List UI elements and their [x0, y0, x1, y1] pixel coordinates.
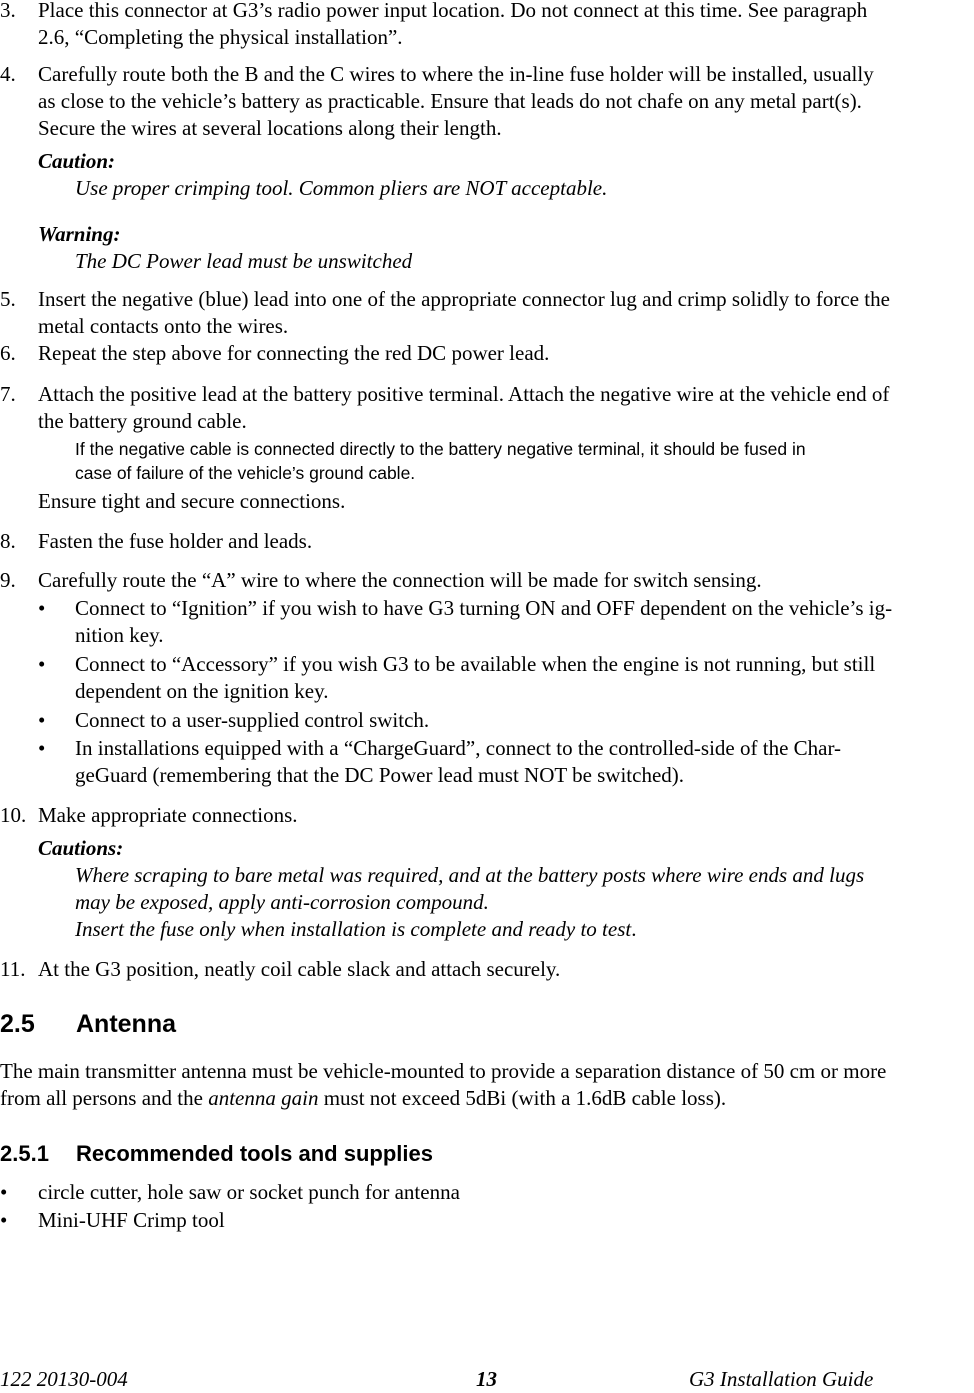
list-item-line: Connect to a user-supplied control switch. [75, 708, 430, 732]
list-item-line: Connect to “Ignition” if you wish to have G3 turning ON and OFF dependent on the vehicle’s ig- [75, 596, 893, 620]
step-number: 5. [0, 287, 16, 311]
list-item-line: Connect to “Accessory” if you wish G3 to be available when the engine is not running, but still [75, 652, 876, 676]
step-text-line: Attach the positive lead at the battery positive terminal. Attach the negative wire at the vehicle end of [38, 382, 890, 406]
step-note-line: case of failure of the vehicle’s ground cable. [75, 463, 416, 483]
paragraph-line: The main transmitter antenna must be vehicle-mounted to provide a separation distance of 50 cm or more [0, 1059, 887, 1083]
cautions-line: Where scraping to bare metal was required, and at the battery posts where wire ends and lugs [75, 863, 865, 887]
step-text-line: At the G3 position, neatly coil cable slack and attach securely. [38, 957, 561, 981]
warning-text: The DC Power lead must be unswitched [75, 249, 413, 273]
caution-text: Use proper crimping tool. Common pliers are NOT acceptable. [75, 176, 608, 200]
step-number: 10. [0, 803, 27, 827]
step-number: 3. [0, 0, 16, 22]
warning-title: Warning: [38, 222, 121, 246]
list-item-line: dependent on the ignition key. [75, 679, 329, 703]
step-text-line: Place this connector at G3’s radio power input location. Do not connect at this time. See paragraph [38, 0, 868, 22]
bullet-icon: • [0, 1208, 8, 1232]
step-text-line: Repeat the step above for connecting the red DC power lead. [38, 341, 550, 365]
bullet-icon: • [38, 708, 46, 732]
bullet-icon: • [0, 1180, 8, 1204]
step-text-line: Ensure tight and secure connections. [38, 489, 346, 513]
step-text-line: Fasten the fuse holder and leads. [38, 529, 313, 553]
bullet-icon: • [38, 652, 46, 676]
step-number: 9. [0, 568, 16, 592]
paragraph-emphasis: antenna gain [208, 1086, 319, 1110]
subsection-title: Recommended tools and supplies [76, 1141, 433, 1166]
section-number: 2.5 [0, 1010, 35, 1038]
bullet-icon: • [38, 596, 46, 620]
list-item-text: circle cutter, hole saw or socket punch for antenna [38, 1180, 460, 1204]
step-number: 6. [0, 341, 16, 365]
paragraph-text: must not exceed 5dBi (with a 1.6dB cable loss). [318, 1086, 727, 1110]
doc-title: G3 Installation Guide [689, 1367, 874, 1391]
step-number: 11. [0, 957, 26, 981]
bullet-icon: • [38, 736, 46, 760]
list-item-text: Mini-UHF Crimp tool [38, 1208, 225, 1232]
list-item-line: nition key. [75, 623, 164, 647]
cautions-title: Cautions: [38, 836, 124, 860]
step-text-line: Carefully route the “A” wire to where the connection will be made for switch sensing. [38, 568, 762, 592]
list-item-line: geGuard (remembering that the DC Power lead must NOT be switched). [75, 763, 685, 787]
page-number: 13 [476, 1367, 497, 1391]
step-text-line: 2.6, “Completing the physical installation”. [38, 25, 403, 49]
list-item-line: In installations equipped with a “ChargeGuard”, connect to the controlled-side of the Char- [75, 736, 842, 760]
step-text-line: as close to the vehicle’s battery as practicable. Ensure that leads do not chafe on any metal part(s). [38, 89, 862, 113]
cautions-line: Insert the fuse only when installation is complete and ready to test [75, 917, 632, 941]
caution-title: Caution: [38, 149, 116, 173]
step-number: 4. [0, 62, 16, 86]
step-text-line: Insert the negative (blue) lead into one of the appropriate connector lug and crimp solidly to force the [38, 287, 890, 311]
cautions-line: may be exposed, apply anti-corrosion compound. [75, 890, 489, 914]
section-title: Antenna [76, 1010, 176, 1038]
subsection-number: 2.5.1 [0, 1141, 49, 1166]
step-number: 7. [0, 382, 16, 406]
step-text-line: Carefully route both the B and the C wires to where the in-line fuse holder will be installed, usually [38, 62, 874, 86]
paragraph-text: from all persons and the [0, 1086, 209, 1110]
step-number: 8. [0, 529, 16, 553]
cautions-line-end: . [631, 917, 637, 941]
step-text-line: metal contacts onto the wires. [38, 314, 289, 338]
step-text-line: Make appropriate connections. [38, 803, 298, 827]
step-note-line: If the negative cable is connected directly to the battery negative terminal, it should be fused in [75, 439, 806, 459]
step-text-line: Secure the wires at several locations along their length. [38, 116, 502, 140]
step-text-line: the battery ground cable. [38, 409, 247, 433]
doc-number: 122 20130-004 [0, 1367, 128, 1391]
